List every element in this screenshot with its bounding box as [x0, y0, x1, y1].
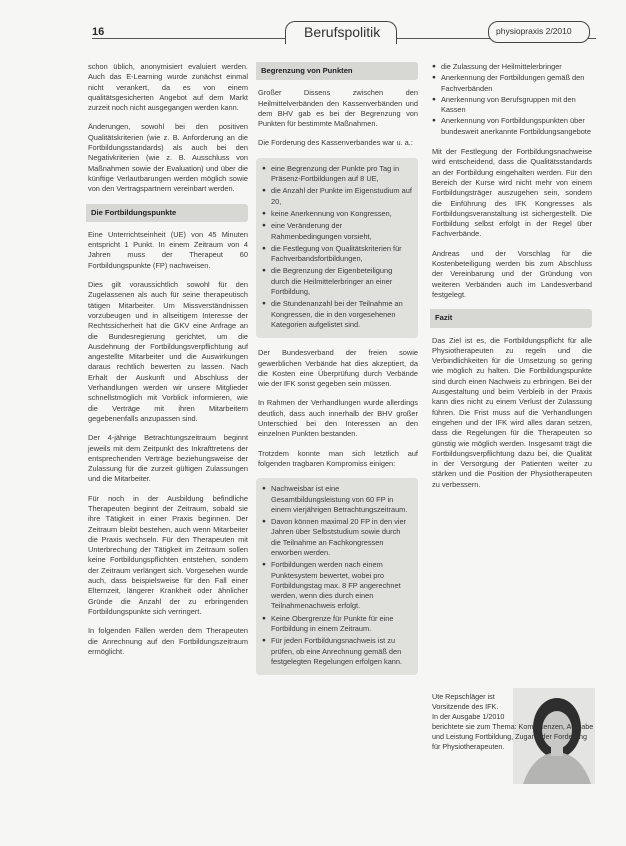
paragraph: Die Forderung des Kassenverbandes war u. a.:	[258, 138, 413, 148]
paragraph: Trotzdem konnte man sich letztlich auf folgenden tragbaren Kompromiss einigen:	[258, 448, 418, 468]
list-item: ● die Festlegung von Qualitätskriterien für Fachverbandsfortbildungen,	[262, 244, 412, 265]
list-item: ● Keine Obergrenze für Punkte für eine Fortbildung in einem Zeitraum.	[262, 614, 412, 635]
paragraph: schon üblich, anonymisiert evaluiert werden. Auch das E-Learning wurde zunächst einmal nicht verankert, da es von einem qualitätsgesicherten Angebot auf dem Markt zurzeit noch nicht ausgegangen werden kann.	[88, 62, 248, 113]
caption-line: Vorsitzende des IFK.	[432, 702, 499, 711]
list-item: ● Davon können maximal 20 FP in den vier Jahren über Selbststudium sowie durch die Teilnahme an Fachkongressen erworben werden.	[262, 517, 412, 558]
caption-line: Ute Repschläger ist	[432, 692, 495, 701]
section-title: Berufspolitik	[304, 24, 381, 40]
paragraph: Mit der Festlegung der Fortbildungsnachweise wird entscheidend, dass die Qualitätsstandards an der Fortbildung eingehalten werden. Für den Bereich der Kurse wird nicht mehr von einem Fortbildungsträger auszugehen sein, sondern die Einführung des IFK Kongresses als Fortbildungsveranstaltung ist sichergestellt. Die Fortbildung selbst erfolgt in der Regel über Fachverbände.	[432, 147, 592, 239]
paragraph: In Rahmen der Verhandlungen wurde allerdings deutlich, dass auch innerhalb der BHV großer Unterschied bei den Interessen an den einzelnen Punkten bestanden.	[258, 398, 418, 439]
paragraph: Großer Dissens zwischen den Heilmittelverbänden den Kassenverbänden und dem BHV gab es bei der Begrenzung von Punkten für bestimmte Maßnahmen.	[258, 88, 418, 129]
caption-line: In der Ausgabe 1/2010	[432, 712, 505, 721]
list-item: ● eine Veränderung der Rahmenbedingungen vorsieht,	[262, 221, 412, 242]
paragraph: In folgenden Fällen werden dem Therapeuten die Anrechnung auf den Fortbildungszeitraum ermöglicht.	[88, 626, 248, 656]
bullet-list	[432, 62, 592, 137]
paragraph: Dies gilt voraussichtlich sowohl für den Zugelassenen als auch für seine therapeutisch tätigen Mitarbeiter. Um Missverständnissen vorzubeugen und in allseitigem Interesse der Rechtssicherheit hat die GKV eine Anfrage an die Bundesregierung gerichtet, um die Ausdehnung der Fortbildungsverpflichtung auf angestellte Mitarbeiter und die Auswirkungen daraus rechtlich bewerten zu lassen. Nach Erhalt der Auskunft und Abschluss der Verhandlungen werden wir unsere Mitglieder schnellstmöglich mit Vorblick informieren, wie die Verträge mit ihren Mitarbeitern gegebenenfalls anzupassen sind.	[88, 280, 248, 423]
paragraph: Änderungen, sowohl bei den positiven Qualitätskriterien (wie z. B. Anforderung an die Fortbildungsstandards) als auch bei den Negativkriterien (wie z. B. Ausschluss von Maßnahmen sowie der Evaluation) und über die künftige Verlautbarungen werden möglich sowie von den Vertragspartnern vereinbart werden.	[88, 122, 248, 194]
subheading: Fazit	[430, 309, 592, 327]
demands-box	[256, 158, 418, 338]
list-item: ● eine Begrenzung der Punkte pro Tag in Präsenz-Fortbildungen auf 8 UE,	[262, 164, 412, 185]
paragraph: Das Ziel ist es, die Fortbildungspflicht für alle Physiotherapeuten zu regeln und die Verbindlichkeiten für die Umsetzung so gering wie möglich zu halten. Die Fortbildungspunkte sind durch einen Nachweis zu erbringen. Bei der Ausgestaltung und beim Verbleib in der Praxis kann dies nicht zu einem Verlust der Zulassung führen. Die Frist muss auf die Verhandlungen eingehen und der IFK wird alles daran setzen, dass die Regelungen für die Therapeuten so günstig wie möglich werden. Insgesamt trägt die Fortbildungsverpflichtung dazu bei, die Qualität in der Versorgung der Patienten weiter zu stärken und die Position der Physiotherapeuten zu verbessern.	[432, 335, 592, 489]
page-number: 16	[92, 26, 105, 38]
list-item: ● Nachweisbar ist eine Gesamtbildungsleistung von 60 FP in einem vierjährigen Betrachtungszeitraum.	[262, 484, 412, 515]
paragraph: Für noch in der Ausbildung befindliche Therapeuten beginnt der Zeitraum, sobald sie ihre Tätigkeit in einer Praxis beginnen. Der Zeitraum bleibt bestehen, auch wenn Mitarbeiter die Praxis wechseln. Für den Therapeuten mit Unterbrechung der Tätigkeit im Zeitraum sollen keine Fortbildungspflichten entstehen, sondern der Zeitraum verlängert sich. Vorgesehen wurde auch, dass beispielsweise für den Fall einer Elternzeit, längerer Krankheit oder ähnlicher Gründe die Anzahl der zu erbringenden Fortbildungspunkte sich verringert.	[88, 493, 248, 616]
list-item: ● Anerkennung der Fortbildungen gemäß den Fachverbänden	[432, 73, 592, 94]
paragraph: Der Bundesverband der freien sowie gewerblichen Verbände hat dies akzeptiert, da die Kosten eine Überprüfung durch Verbände wie der IFK sonst gegeben sein müssen.	[258, 348, 418, 389]
column-middle	[258, 62, 418, 685]
list-item: ● die Begrenzung der Eigenbeteiligung durch die Heilmittelerbringer an einer Fortbildung,	[262, 266, 412, 297]
list-item: ● keine Anerkennung von Kongressen,	[262, 209, 412, 219]
column-left	[88, 62, 248, 666]
compromise-box	[256, 478, 418, 675]
issue-label: physiopraxis 2/2010	[496, 26, 572, 36]
subheading: Begrenzung von Punkten	[256, 62, 418, 80]
list-item: ● Anerkennung von Berufsgruppen mit den Kassen	[432, 95, 592, 116]
photo-caption	[432, 692, 594, 752]
caption-line: berichtete sie zum Thema: Kompetenzen, Aufgabe und Leistung Fortbildung, Zugang der Forderung für Physiotherapeuten.	[432, 722, 594, 751]
column-right	[432, 62, 592, 499]
list-item: ● Anerkennung von Fortbildungspunkten über bundesweit anerkannte Fortbildungsangebote	[432, 116, 592, 137]
paragraph: Andreas und der Vorschlag für die Kostenbeteiligung werden bis zum Abschluss der Vereinbarung und der Gründung von weiteren Verbänden auch im Landesverband festgelegt.	[432, 248, 592, 299]
list-item: ● Fortbildungen werden nach einem Punktesystem bewertet, wobei pro Fortbildungstag max. 8 FP angerechnet werden, wenn dies durch einen Teilnahmenachweis erfolgt.	[262, 560, 412, 611]
list-item: ● die Anzahl der Punkte im Eigenstudium auf 20,	[262, 186, 412, 207]
list-item: ● die Zulassung der Heilmittelerbringer	[432, 62, 592, 72]
paragraph: Der 4-jährige Betrachtungszeitraum beginnt jeweils mit dem Zeitpunkt des Inkrafttretens der entsprechenden Verträge beziehungsweise der Zulassung für die zurzeit gültigen Zulassungen und die Mitarbeiter.	[88, 433, 248, 484]
subheading: Die Fortbildungspunkte	[86, 204, 248, 222]
list-item: ● Für jeden Fortbildungsnachweis ist zu prüfen, ob eine Anrechnung gemäß den festgelegten Regelungen erfolgen kann.	[262, 636, 412, 667]
list-item: ● die Stundenanzahl bei der Teilnahme an Kongressen, die in den vorgesehenen Kategorien aufgelistet sind.	[262, 299, 412, 330]
paragraph: Eine Unterrichtseinheit (UE) von 45 Minuten entspricht 1 Punkt. In einem Zeitraum von 4 Jahren muss der Therapeut 60 Fortbildungspunkte (FP) nachweisen.	[88, 229, 248, 270]
